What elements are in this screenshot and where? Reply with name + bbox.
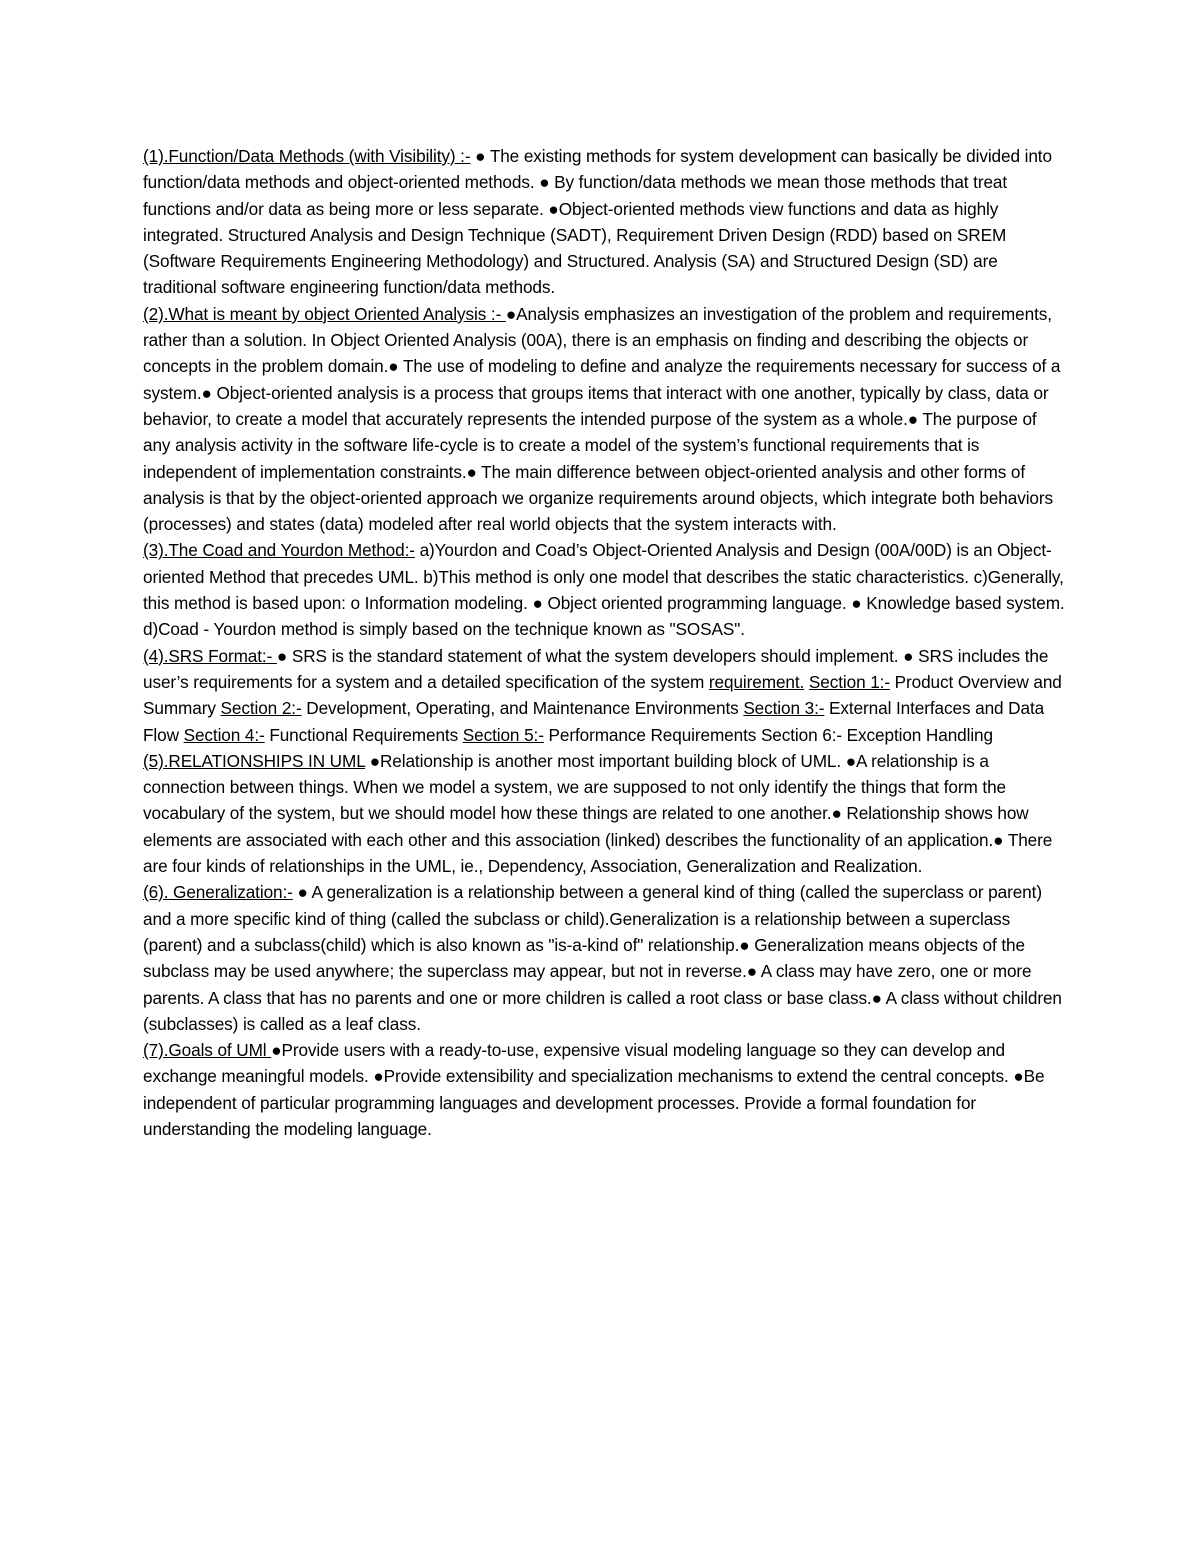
section-goals-of-uml (143, 1037, 1065, 1142)
srs-section-2-text: Development, Operating, and Maintenance Environments (301, 698, 744, 719)
section-heading: (6). Generalization:- (143, 882, 293, 903)
srs-section-3-label: Section 3:- (743, 698, 825, 719)
section-heading: (4).SRS Format:- (143, 645, 277, 666)
srs-section-1-text: Product Overview and Summary (143, 671, 1062, 719)
srs-section-4-text: Functional Requirements (264, 724, 463, 745)
srs-requirement-label: requirement. (708, 671, 805, 692)
section-object-oriented-analysis (143, 301, 1065, 538)
srs-section-1-label: Section 1:- (808, 671, 890, 692)
srs-section-4-label: Section 4:- (183, 724, 265, 745)
srs-section-2-label: Section 2:- (220, 698, 302, 719)
section-relationships-in-uml (143, 748, 1065, 879)
srs-section-5-text: Performance Requirements Section 6:- Exception Handling (543, 724, 993, 745)
section-heading: (1).Function/Data Methods (with Visibility) :- (143, 146, 471, 166)
section-generalization (143, 879, 1065, 1037)
section-body: ● SRS is the standard statement of what the system developers should implement. ● SRS includes the user’s requirements for a system and a detailed specification of the system (143, 645, 1049, 692)
section-coad-yourdon-method (143, 537, 1065, 642)
section-heading: (7).Goals of UMl (143, 1040, 272, 1061)
section-body: a)Yourdon and Coad’s Object-Oriented Analysis and Design (00A/00D) is an Object-oriented Method that precedes UML. b)This method is only one model that describes the static characteristics. c)Generally, this method is based upon: o Information modeling. ● Object oriented programming language. ● Knowledge based system. d)Coad - Yourdon method is simply based on the technique known as "SOSAS". (143, 540, 1065, 640)
section-body: ●Provide users with a ready-to-use, expensive visual modeling language so they can develop and exchange meaningful models. ●Provide extensibility and specialization mechanisms to extend the central concepts. ●Be independent of particular programming languages and development processes. Provide a formal foundation for understanding the modeling language. (143, 1040, 1045, 1139)
section-body: ●Analysis emphasizes an investigation of the problem and requirements, rather than a solution. In Object Oriented Analysis (00A), there is an emphasis on finding and describing the objects or concepts in the problem domain.● The use of modeling to define and analyze the requirements necessary for success of a system.● Object-oriented analysis is a process that groups items that interact with one another, typically by class, data or behavior, to create a model that accurately represents the intended purpose of the system as a whole.● The purpose of any analysis activity in the software life-cycle is to create a model of the system’s functional requirements that is independent of implementation constraints.● The main difference between object-oriented analysis and other forms of analysis is that by the object-oriented approach we organize requirements around objects, which integrate both behaviors (processes) and states (data) modeled after real world objects that the system interacts with. (143, 303, 1061, 535)
section-heading: (2).What is meant by object Oriented Analysis :- (143, 303, 506, 324)
section-srs-format (143, 643, 1065, 748)
section-heading: (5).RELATIONSHIPS IN UML (143, 750, 366, 771)
srs-section-3-text: External Interfaces and Data Flow (143, 698, 1045, 745)
document-page (143, 143, 1065, 1142)
section-heading: (3).The Coad and Yourdon Method:- (143, 540, 415, 561)
section-body: ● The existing methods for system development can basically be divided into function/data methods and object-oriented methods. ● By function/data methods we mean those methods that treat functions and/or data as being more or less separate. ●Object-oriented methods view functions and data as highly integrated. Structured Analysis and Design Technique (SADT), Requirement Driven Design (RDD) based on SREM (Software Requirements Engineering Methodology) and Structured. Analysis (SA) and Structured Design (SD) are traditional software engineering function/data methods. (143, 146, 1052, 298)
section-body: ● A generalization is a relationship between a general kind of thing (called the superclass or parent) and a more specific kind of thing (called the subclass or child).Generalization is a relationship between a superclass (parent) and a subclass(child) which is also known as "is-a-kind of" relationship.● Generalization means objects of the subclass may be used anywhere; the superclass may appear, but not in reverse.● A class may have zero, one or more parents. A class that has no parents and one or more children is called a root class or base class.● A class without children (subclasses) is called as a leaf class. (143, 882, 1062, 1034)
section-function-data-methods (143, 143, 1065, 301)
srs-section-5-label: Section 5:- (462, 724, 544, 745)
section-body: ●Relationship is another most important building block of UML. ●A relationship is a connection between things. When we model a system, we are supposed to not only identify the things that form the vocabulary of the system, but we should model how these things are related to one another.● Relationship shows how elements are associated with each other and this association (linked) describes the functionality of an application.● There are four kinds of relationships in the UML, ie., Dependency, Association, Generalization and Realization. (143, 750, 1053, 877)
